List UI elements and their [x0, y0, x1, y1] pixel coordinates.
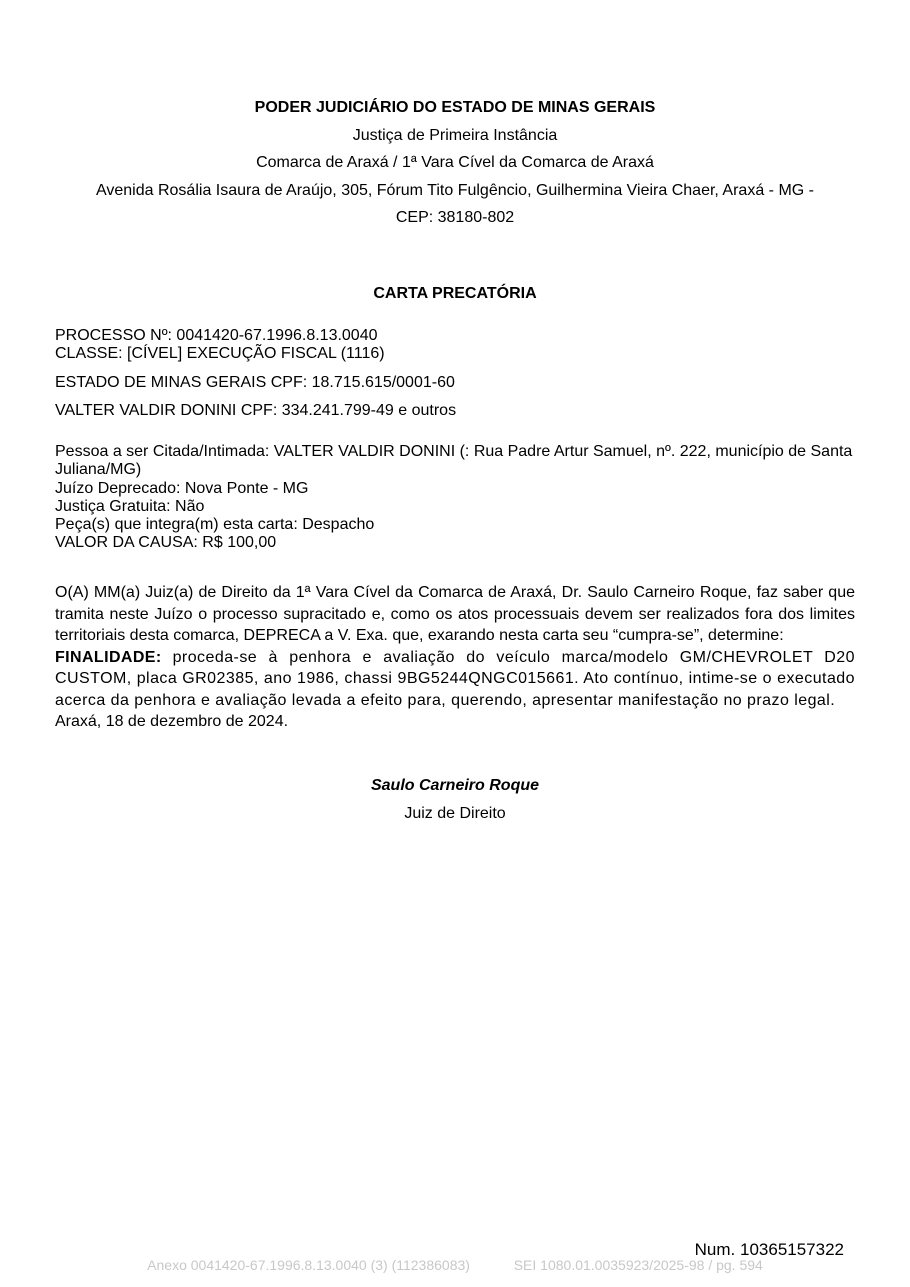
body-paragraph: O(A) MM(a) Juiz(a) de Direito da 1ª Vara Cível da Comarca de Araxá, Dr. Saulo Carneiro Roque, faz saber que tramita neste Juízo o processo supracitado e, como os atos processuais devem ser realizados fora dos limites territoriais desta comarca, DEPRECA a V. Exa. que, exarando nesta carta seu “cumpra-se”, determine: [55, 584, 855, 644]
defendant-line: VALTER VALDIR DONINI CPF: 334.241.799-49 e outros [55, 402, 457, 419]
footer-sei: SEI 1080.01.0035923/2025-98 / pg. 594 [513, 1257, 763, 1273]
court-instance: Justiça de Primeira Instância [352, 126, 558, 144]
court-address-line1: Avenida Rosália Isaura de Araújo, 305, Fórum Tito Fulgêncio, Guilhermina Vieira Chaer, Araxá - MG - [96, 181, 814, 199]
case-value: VALOR DA CAUSA: R$ 100,00 [55, 534, 277, 552]
process-number: PROCESSO Nº: 0041420-67.1996.8.13.0040 [55, 327, 378, 344]
finalidade-label: FINALIDADE: [55, 648, 162, 666]
document-title: CARTA PRECATÓRIA [373, 285, 537, 302]
court-district: Comarca de Araxá / 1ª Vara Cível da Comarca de Araxá [256, 154, 654, 171]
page-footer [0, 1257, 910, 1273]
finalidade-paragraph [55, 647, 855, 712]
person-to-summon: Pessoa a ser Citada/Intimada: VALTER VALDIR DONINI (: Rua Padre Artur Samuel, nº. 222, município de Santa Juliana/MG) [55, 443, 853, 479]
court-name: PODER JUDICIÁRIO DO ESTADO DE MINAS GERAIS [254, 99, 656, 116]
letter-body [55, 582, 855, 733]
free-justice: Justiça Gratuita: Não [55, 497, 205, 515]
signature-block [55, 776, 855, 824]
document-header [55, 94, 855, 232]
court-requested: Juízo Deprecado: Nova Ponte - MG [55, 479, 309, 497]
finalidade-text: proceda-se à penhora e avaliação do veículo marca/modelo GM/CHEVROLET D20 CUSTOM, placa GR02385, ano 1986, chassi 9BG5244QNGC015661. Ato contínuo, intime-se o executado acerca da penhora e avaliação levada a efeito para, querendo, apresentar manifestação no prazo legal. [55, 648, 856, 709]
case-details [55, 443, 855, 553]
court-address-line2: CEP: 38180-802 [395, 209, 515, 226]
process-class: CLASSE: [CÍVEL] EXECUÇÃO FISCAL (1116) [55, 345, 385, 363]
plaintiff-line: ESTADO DE MINAS GERAIS CPF: 18.715.615/0001-60 [55, 374, 455, 391]
letter-date: Araxá, 18 de dezembro de 2024. [55, 713, 289, 730]
process-info [55, 327, 855, 364]
judge-name: Saulo Carneiro Roque [370, 777, 540, 794]
attachments-line: Peça(s) que integra(m) esta carta: Despacho [55, 516, 375, 534]
document-number: Num. 10365157322 [694, 1240, 844, 1259]
judge-role: Juiz de Direito [404, 805, 506, 822]
footer-annex: Anexo 0041420-67.1996.8.13.0040 (3) (112386083) [147, 1257, 470, 1273]
